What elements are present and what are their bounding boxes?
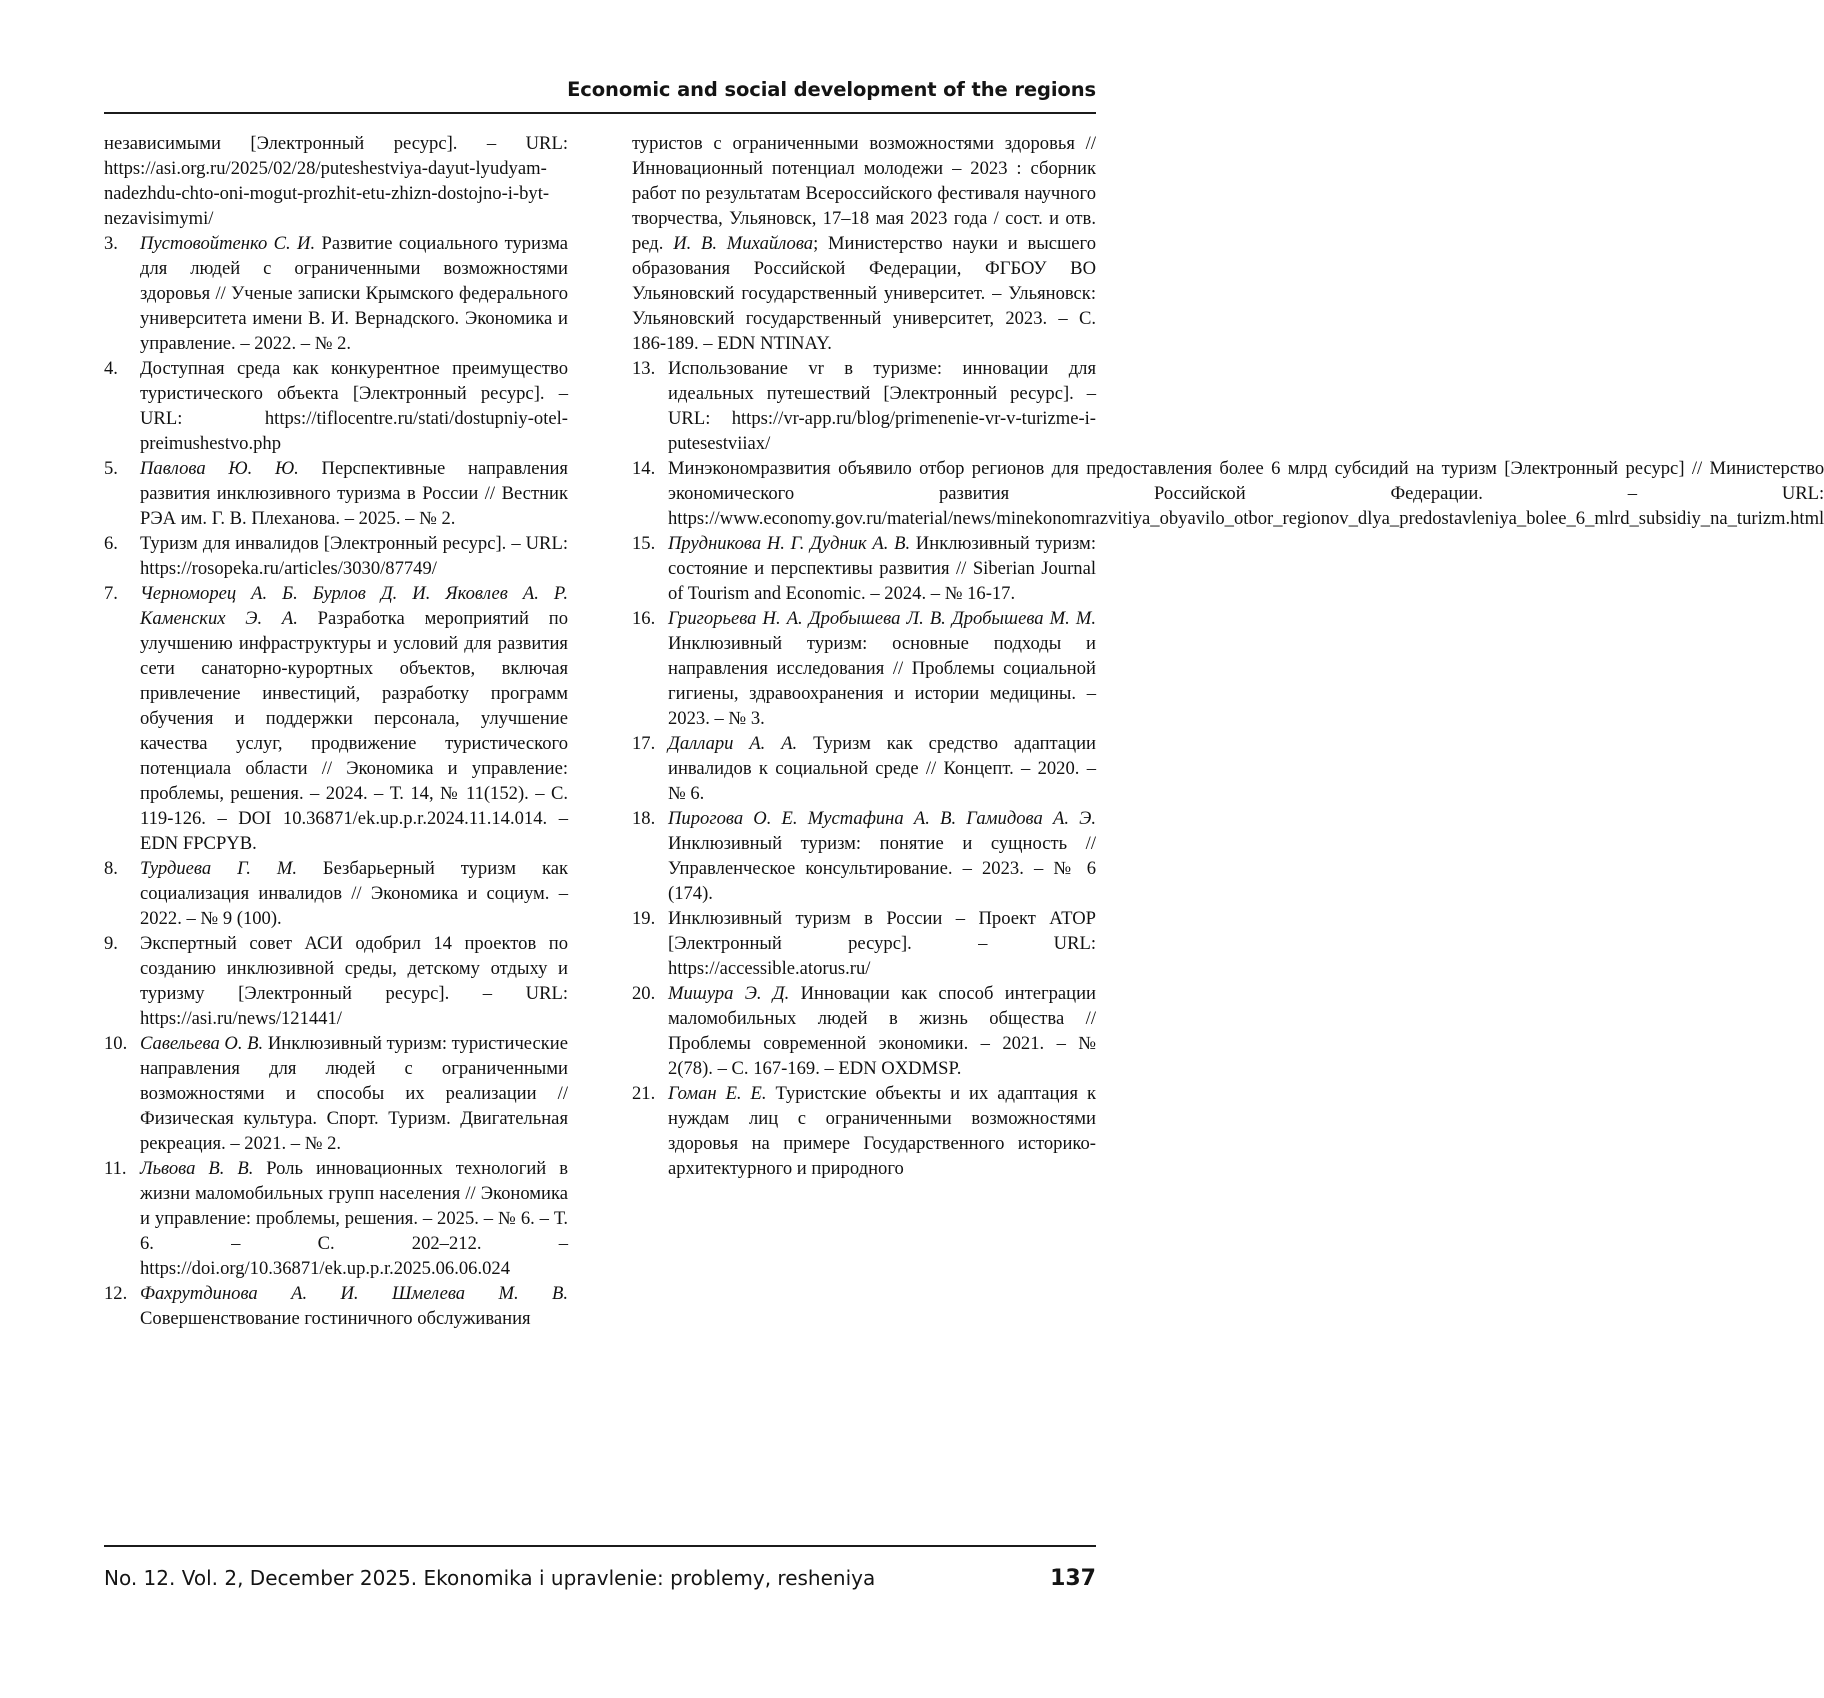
running-header: Economic and social development of the regions	[567, 78, 1096, 101]
reference-item	[632, 456, 1824, 531]
reference-text: Пирогова О. Е. Мустафина А. В. Гамидова А. Э. Инклюзивный туризм: понятие и сущность // Управленческое консультирование. – 2023. – № 6 (174).	[668, 808, 1096, 904]
reference-text: Черноморец А. Б. Бурлов Д. И. Яковлев А. Р. Каменских Э. А. Разработка мероприятий по улучшению инфраструктуры и условий для развития сети санаторно-курортных объектов, включая привлечение инвестиций, разработку программ обучения и поддержки персонала, улучшение качества услуг, продвижение туристического потенциала области // Экономика и управление: проблемы, решения. – 2024. – Т. 14, № 11(152). – С. 119-126. – DOI 10.36871/ek.up.p.r.2024.11.14.014. – EDN FPCPYB.	[140, 583, 568, 854]
reference-number: 21.	[632, 1083, 656, 1104]
reference-number: 17.	[632, 733, 656, 754]
author-name: Павлова Ю. Ю.	[140, 458, 299, 479]
reference-text: Туризм для инвалидов [Электронный ресурс]. – URL: https://rosopeka.ru/articles/3030/87749/	[140, 533, 568, 579]
reference-text: Экспертный совет АСИ одобрил 14 проектов по созданию инклюзивной среды, детскому отдыху и туризму [Электронный ресурс]. – URL: https://asi.ru/news/121441/	[140, 933, 568, 1029]
header-rule	[104, 112, 1096, 114]
page-number: 137	[1050, 1566, 1096, 1591]
author-name: Турдиева Г. М.	[140, 858, 297, 879]
author-name: Мишура Э. Д.	[668, 983, 790, 1004]
author-name: Григорьева Н. А. Дробышева Л. В. Дробышева М. М.	[668, 608, 1096, 629]
reference-number: 10.	[104, 1033, 128, 1054]
reference-item	[632, 806, 1096, 906]
reference-number: 4.	[104, 358, 118, 379]
left-reference-list	[104, 231, 568, 1331]
author-name: Гоман Е. Е.	[668, 1083, 767, 1104]
reference-text: Минэкономразвития объявило отбор регионов для предоставления более 6 млрд субсидий на туризм [Электронный ресурс] // Министерство экономического развития Российской Федерации. – URL: https://www.economy.gov.ru/material/news/minekonomrazvitiya_obyavilo_otbor_regionov_dlya_predostavleniya_bolee_6_mlrd_subsidiy_na_turizm.html	[668, 458, 1824, 529]
reference-text: Пустовойтенко С. И. Развитие социального туризма для людей с ограниченными возможностями здоровья // Ученые записки Крымского федерального университета имени В. И. Вернадского. Экономика и управление. – 2022. – № 2.	[140, 233, 568, 354]
reference-item	[104, 1156, 568, 1281]
reference-item	[632, 356, 1096, 456]
reference-number: 6.	[104, 533, 118, 554]
reference-number: 14.	[632, 458, 656, 479]
reference-number: 20.	[632, 983, 656, 1004]
reference-number: 11.	[104, 1158, 127, 1179]
footer-citation: No. 12. Vol. 2, December 2025. Ekonomika i upravlenie: problemy, resheniya	[104, 1566, 876, 1590]
reference-item	[632, 731, 1096, 806]
reference-text: Савельева О. В. Инклюзивный туризм: туристические направления для людей с ограниченными возможностями и способы их реализации // Физическая культура. Спорт. Туризм. Двигательная рекреация. – 2021. – № 2.	[140, 1033, 568, 1154]
author-name: Савельева О. В.	[140, 1033, 264, 1054]
reference-number: 3.	[104, 233, 118, 254]
reference-text: Гоман Е. Е. Туристские объекты и их адаптация к нуждам лиц с ограниченными возможностями здоровья на примере Государственного историко-архитектурного и природного	[668, 1083, 1096, 1179]
reference-number: 18.	[632, 808, 656, 829]
author-name: Прудникова Н. Г. Дудник А. В.	[668, 533, 911, 554]
reference-item	[632, 531, 1096, 606]
page-footer	[104, 1566, 1096, 1591]
right-reference-list	[632, 356, 1824, 1181]
reference-text: Львова В. В. Роль инновационных технологий в жизни маломобильных групп населения // Экономика и управление: проблемы, решения. – 2025. – № 6. – Т. 6. – С. 202–212. – https://doi.org/10.36871/ek.up.p.r.2025.06.06.024	[140, 1158, 568, 1279]
reference-item	[104, 1031, 568, 1156]
author-name: Фахрутдинова А. И. Шмелева М. В.	[140, 1283, 568, 1304]
reference-number: 8.	[104, 858, 118, 879]
reference-number: 9.	[104, 933, 118, 954]
author-name: Пирогова О. Е. Мустафина А. В. Гамидова А. Э.	[668, 808, 1096, 829]
reference-text: Фахрутдинова А. И. Шмелева М. В. Совершенствование гостиничного обслуживания	[140, 1283, 568, 1329]
two-column-body	[104, 131, 1824, 1331]
author-name: Львова В. В.	[140, 1158, 254, 1179]
continued-reference: независимыми [Электронный ресурс]. – URL: https://asi.org.ru/2025/02/28/puteshestviya-dayut-lyudyam-nadezhdu-chto-oni-mogut-prozhit-etu-zhizn-dostojno-i-byt-nezavisimymi/	[104, 133, 568, 229]
right-column	[632, 131, 1824, 1331]
reference-text: Прудникова Н. Г. Дудник А. В. Инклюзивный туризм: состояние и перспективы развития // Siberian Journal of Tourism and Economic. – 2024. – № 16-17.	[668, 533, 1096, 604]
reference-item	[632, 906, 1096, 981]
author-name: Даллари А. А.	[668, 733, 798, 754]
continued-reference: туристов с ограниченными возможностями здоровья // Инновационный потенциал молодежи – 2023 : сборник работ по результатам Всероссийского фестиваля научного творчества, Ульяновск, 17–18 мая 2023 года / сост. и отв. ред. И. В. Михайлова; Министерство науки и высшего образования Российской Федерации, ФГБОУ ВО Ульяновский государственный университет. – Ульяновск: Ульяновский государственный университет, 2023. – С. 186-189. – EDN NTINAY.	[632, 133, 1097, 354]
reference-number: 5.	[104, 458, 118, 479]
reference-item	[104, 1281, 568, 1331]
reference-number: 15.	[632, 533, 656, 554]
author-name: И. В. Михайлова	[673, 233, 814, 254]
reference-item	[104, 856, 568, 931]
reference-item	[104, 531, 568, 581]
reference-text: Использование vr в туризме: инновации для идеальных путешествий [Электронный ресурс]. – URL: https://vr-app.ru/blog/primenenie-vr-v-turizme-i-putesestviiax/	[668, 358, 1096, 454]
reference-text: Доступная среда как конкурентное преимущество туристического объекта [Электронный ресурс]. – URL: https://tiflocentre.ru/stati/dostupniy-otel-preimushestvo.php	[140, 358, 568, 454]
reference-text: Павлова Ю. Ю. Перспективные направления развития инклюзивного туризма в России // Вестник РЭА им. Г. В. Плеханова. – 2025. – № 2.	[140, 458, 568, 529]
reference-text: Мишура Э. Д. Инновации как способ интеграции маломобильных людей в жизнь общества // Проблемы современной экономики. – 2021. – № 2(78). – С. 167-169. – EDN OXDMSP.	[668, 983, 1096, 1079]
reference-item	[632, 606, 1096, 731]
reference-item	[632, 1081, 1096, 1181]
reference-number: 16.	[632, 608, 656, 629]
left-column	[104, 131, 568, 1331]
reference-item	[104, 231, 568, 356]
author-name: Черноморец А. Б. Бурлов Д. И. Яковлев А. Р. Каменских Э. А.	[140, 583, 568, 629]
reference-number: 7.	[104, 583, 118, 604]
footer-rule	[104, 1545, 1096, 1547]
reference-item	[632, 981, 1096, 1081]
reference-item	[104, 581, 568, 856]
reference-item	[104, 356, 568, 456]
reference-number: 19.	[632, 908, 656, 929]
reference-text: Инклюзивный туризм в России – Проект АТОР [Электронный ресурс]. – URL: https://accessible.atorus.ru/	[668, 908, 1096, 979]
reference-number: 12.	[104, 1283, 128, 1304]
author-name: Пустовойтенко С. И.	[140, 233, 316, 254]
reference-item	[104, 931, 568, 1031]
reference-text: Григорьева Н. А. Дробышева Л. В. Дробышева М. М. Инклюзивный туризм: основные подходы и направления исследования // Проблемы социальной гигиены, здравоохранения и истории медицины. – 2023. – № 3.	[668, 608, 1096, 729]
reference-text: Турдиева Г. М. Безбарьерный туризм как социализация инвалидов // Экономика и социум. – 2022. – № 9 (100).	[140, 858, 568, 929]
reference-item	[104, 456, 568, 531]
reference-text: Даллари А. А. Туризм как средство адаптации инвалидов к социальной среде // Концепт. – 2020. – № 6.	[668, 733, 1096, 804]
reference-number: 13.	[632, 358, 656, 379]
